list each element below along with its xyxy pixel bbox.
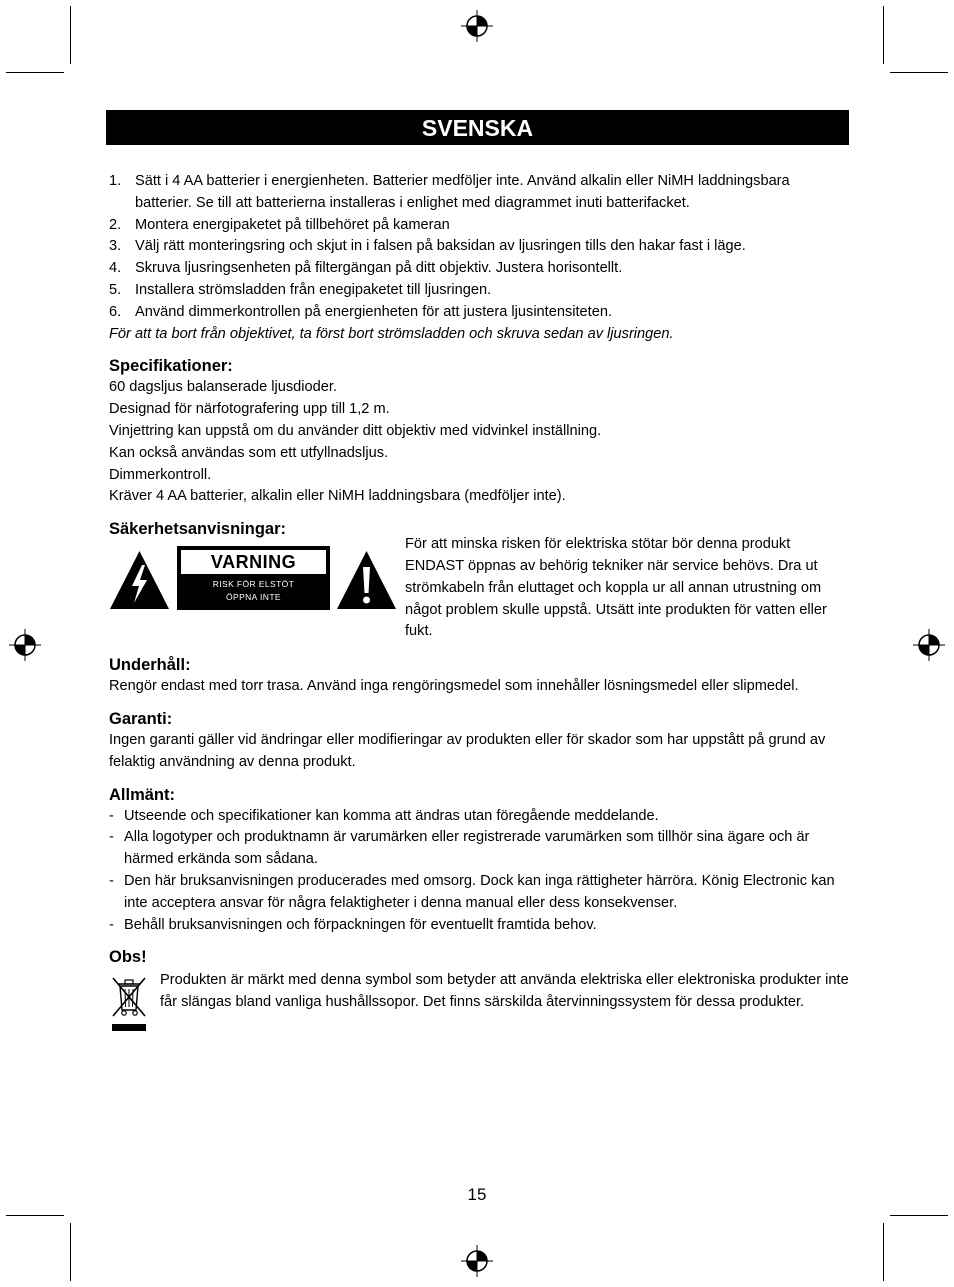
warranty-section (109, 708, 849, 774)
crop-mark (6, 1215, 64, 1216)
list-item (109, 215, 849, 237)
general-heading: Allmänt: (109, 785, 175, 804)
list-item (109, 236, 849, 258)
list-item (109, 171, 849, 215)
list-item (109, 302, 849, 324)
obs-section (109, 946, 849, 1040)
safety-text: För att minska risken för elektriska stötar bör denna produkt ENDAST öppnas av behörig tekniker när service behövs. Dra ut strömkabeln från eluttaget och koppla ur all annan utrustning om något problem skulle uppstå. Utsätt inte produkten för vatten eller fukt. (405, 536, 827, 640)
general-section (109, 784, 849, 937)
general-item-text: Den här bruksanvisningen producerades med omsorg. Dock kan inga rättigheter härröra. König Electronic kan inte acceptera ansvar för några felaktigheter i denna manual eller dess konsekvenser. (124, 872, 835, 911)
list-item: - Alla logotyper och produktnamn är varumärken eller registrerade varumärken som tillhör sina ägare och är härmed erkända som sådana. (109, 829, 810, 868)
step-number: 3. (109, 238, 122, 255)
step-text: Välj rätt monteringsring och skjut in i falsen på baksidan av ljusringen tills den hakar fast i läge. (135, 238, 746, 255)
specifications-heading: Specifikationer: (109, 357, 233, 376)
step-number: 5. (109, 281, 122, 298)
warranty-heading: Garanti: (109, 709, 173, 728)
spec-line: Dimmerkontroll. (109, 466, 212, 483)
general-item-text: Alla logotyper och produktnamn är varumärken eller registrerade varumärken som tillhör sina ägare och är härmed erkända som sådana. (124, 829, 810, 868)
step-text: Använd dimmerkontrollen på energienheten för att justera ljusintensiteten. (135, 303, 613, 320)
spec-line: 60 dagsljus balanserade ljusdioder. (109, 379, 337, 396)
crop-mark (890, 72, 948, 73)
list-item: - Behåll bruksanvisningen och förpackningen för eventuellt framtida behov. (109, 916, 597, 933)
spec-line: Designad för närfotografering upp till 1,2 m. (109, 401, 390, 418)
spec-line: Vinjettring kan uppstå om du använder ditt objektiv med vidvinkel inställning. (109, 422, 602, 439)
list-item (109, 280, 849, 302)
registration-mark-icon (8, 628, 42, 662)
spec-line: Kräver 4 AA batterier, alkalin eller NiMH laddningsbara (medföljer inte). (109, 488, 566, 505)
safety-section (109, 518, 849, 650)
crop-mark (70, 6, 71, 64)
warning-line: RISK FÖR ELSTÖT (212, 579, 295, 590)
instruction-steps (109, 171, 849, 324)
warning-line: ÖPPNA INTE (225, 592, 281, 603)
obs-text: Produkten är märkt med denna symbol som betyder att använda elektriska eller elektroniska produkter inte får slängas bland vanliga hushållssopor. Det finns särskilda återvinningssystem för dessa produkter. (160, 972, 849, 1011)
step-number: 1. (109, 173, 122, 189)
step-number: 2. (109, 216, 122, 233)
registration-mark-icon (912, 628, 946, 662)
obs-heading: Obs! (109, 948, 147, 967)
general-item-text: Behåll bruksanvisningen och förpackningen för eventuellt framtida behov. (124, 916, 597, 933)
maintenance-section (109, 654, 849, 698)
page-title: SVENSKA (106, 110, 849, 145)
list-item: - Utseende och specifikationer kan komma att ändras utan föregående meddelande. (109, 807, 659, 824)
maintenance-heading: Underhåll: (109, 656, 191, 675)
maintenance-text: Rengör endast med torr trasa. Använd inga rengöringsmedel som innehåller lösningsmedel eller slipmedel. (109, 678, 799, 695)
step-text: Installera strömsladden från enegipaketet till ljusringen. (135, 281, 492, 298)
crop-mark (890, 1215, 948, 1216)
general-item-text: Utseende och specifikationer kan komma att ändras utan föregående meddelande. (124, 807, 659, 824)
step-text: Montera energipaketet på tillbehöret på kameran (135, 216, 450, 233)
electric-shock-warning-icon (109, 549, 170, 611)
main-content (109, 171, 849, 1040)
step-text: Sätt i 4 AA batterier i energienheten. Batterier medföljer inte. Använd alkalin eller NiMH laddningsbara batterier. Se till att batterierna installeras i enlighet med diagrammet inuti batterifacket. (135, 173, 790, 211)
step-text: Skruva ljusringsenheten på filtergängan på ditt objektiv. Justera horisontellt. (135, 260, 623, 277)
warning-label (177, 546, 330, 610)
warning-title: VARNING (181, 550, 326, 574)
spec-line: Kan också användas som ett utfyllnadsljus. (109, 444, 389, 461)
crop-mark (70, 1223, 71, 1281)
crop-mark (883, 1223, 884, 1281)
crop-mark (6, 72, 64, 73)
page-number: 15 (467, 1185, 487, 1204)
registration-mark-icon (460, 9, 494, 43)
weee-crossed-bin-icon (109, 974, 149, 1038)
safety-heading: Säkerhetsanvisningar: (109, 520, 286, 539)
registration-mark-icon (460, 1244, 494, 1278)
step-number: 6. (109, 303, 122, 320)
crop-mark (883, 6, 884, 64)
removal-note: För att ta bort från objektivet, ta först bort strömsladden och skruva sedan av ljusringen. (109, 325, 674, 342)
exclamation-warning-icon (336, 549, 397, 611)
list-item (109, 258, 849, 280)
warranty-text: Ingen garanti gäller vid ändringar eller modifieringar av produkten eller för skador som har uppstått på grund av felaktig användning av denna produkt. (109, 731, 826, 770)
step-number: 4. (109, 260, 122, 277)
specifications-section (109, 355, 849, 508)
list-item: - Den här bruksanvisningen producerades med omsorg. Dock kan inga rättigheter härröra. König Electronic kan inte acceptera ansvar för några felaktigheter i denna manual eller dess konsekvenser. (109, 872, 835, 911)
